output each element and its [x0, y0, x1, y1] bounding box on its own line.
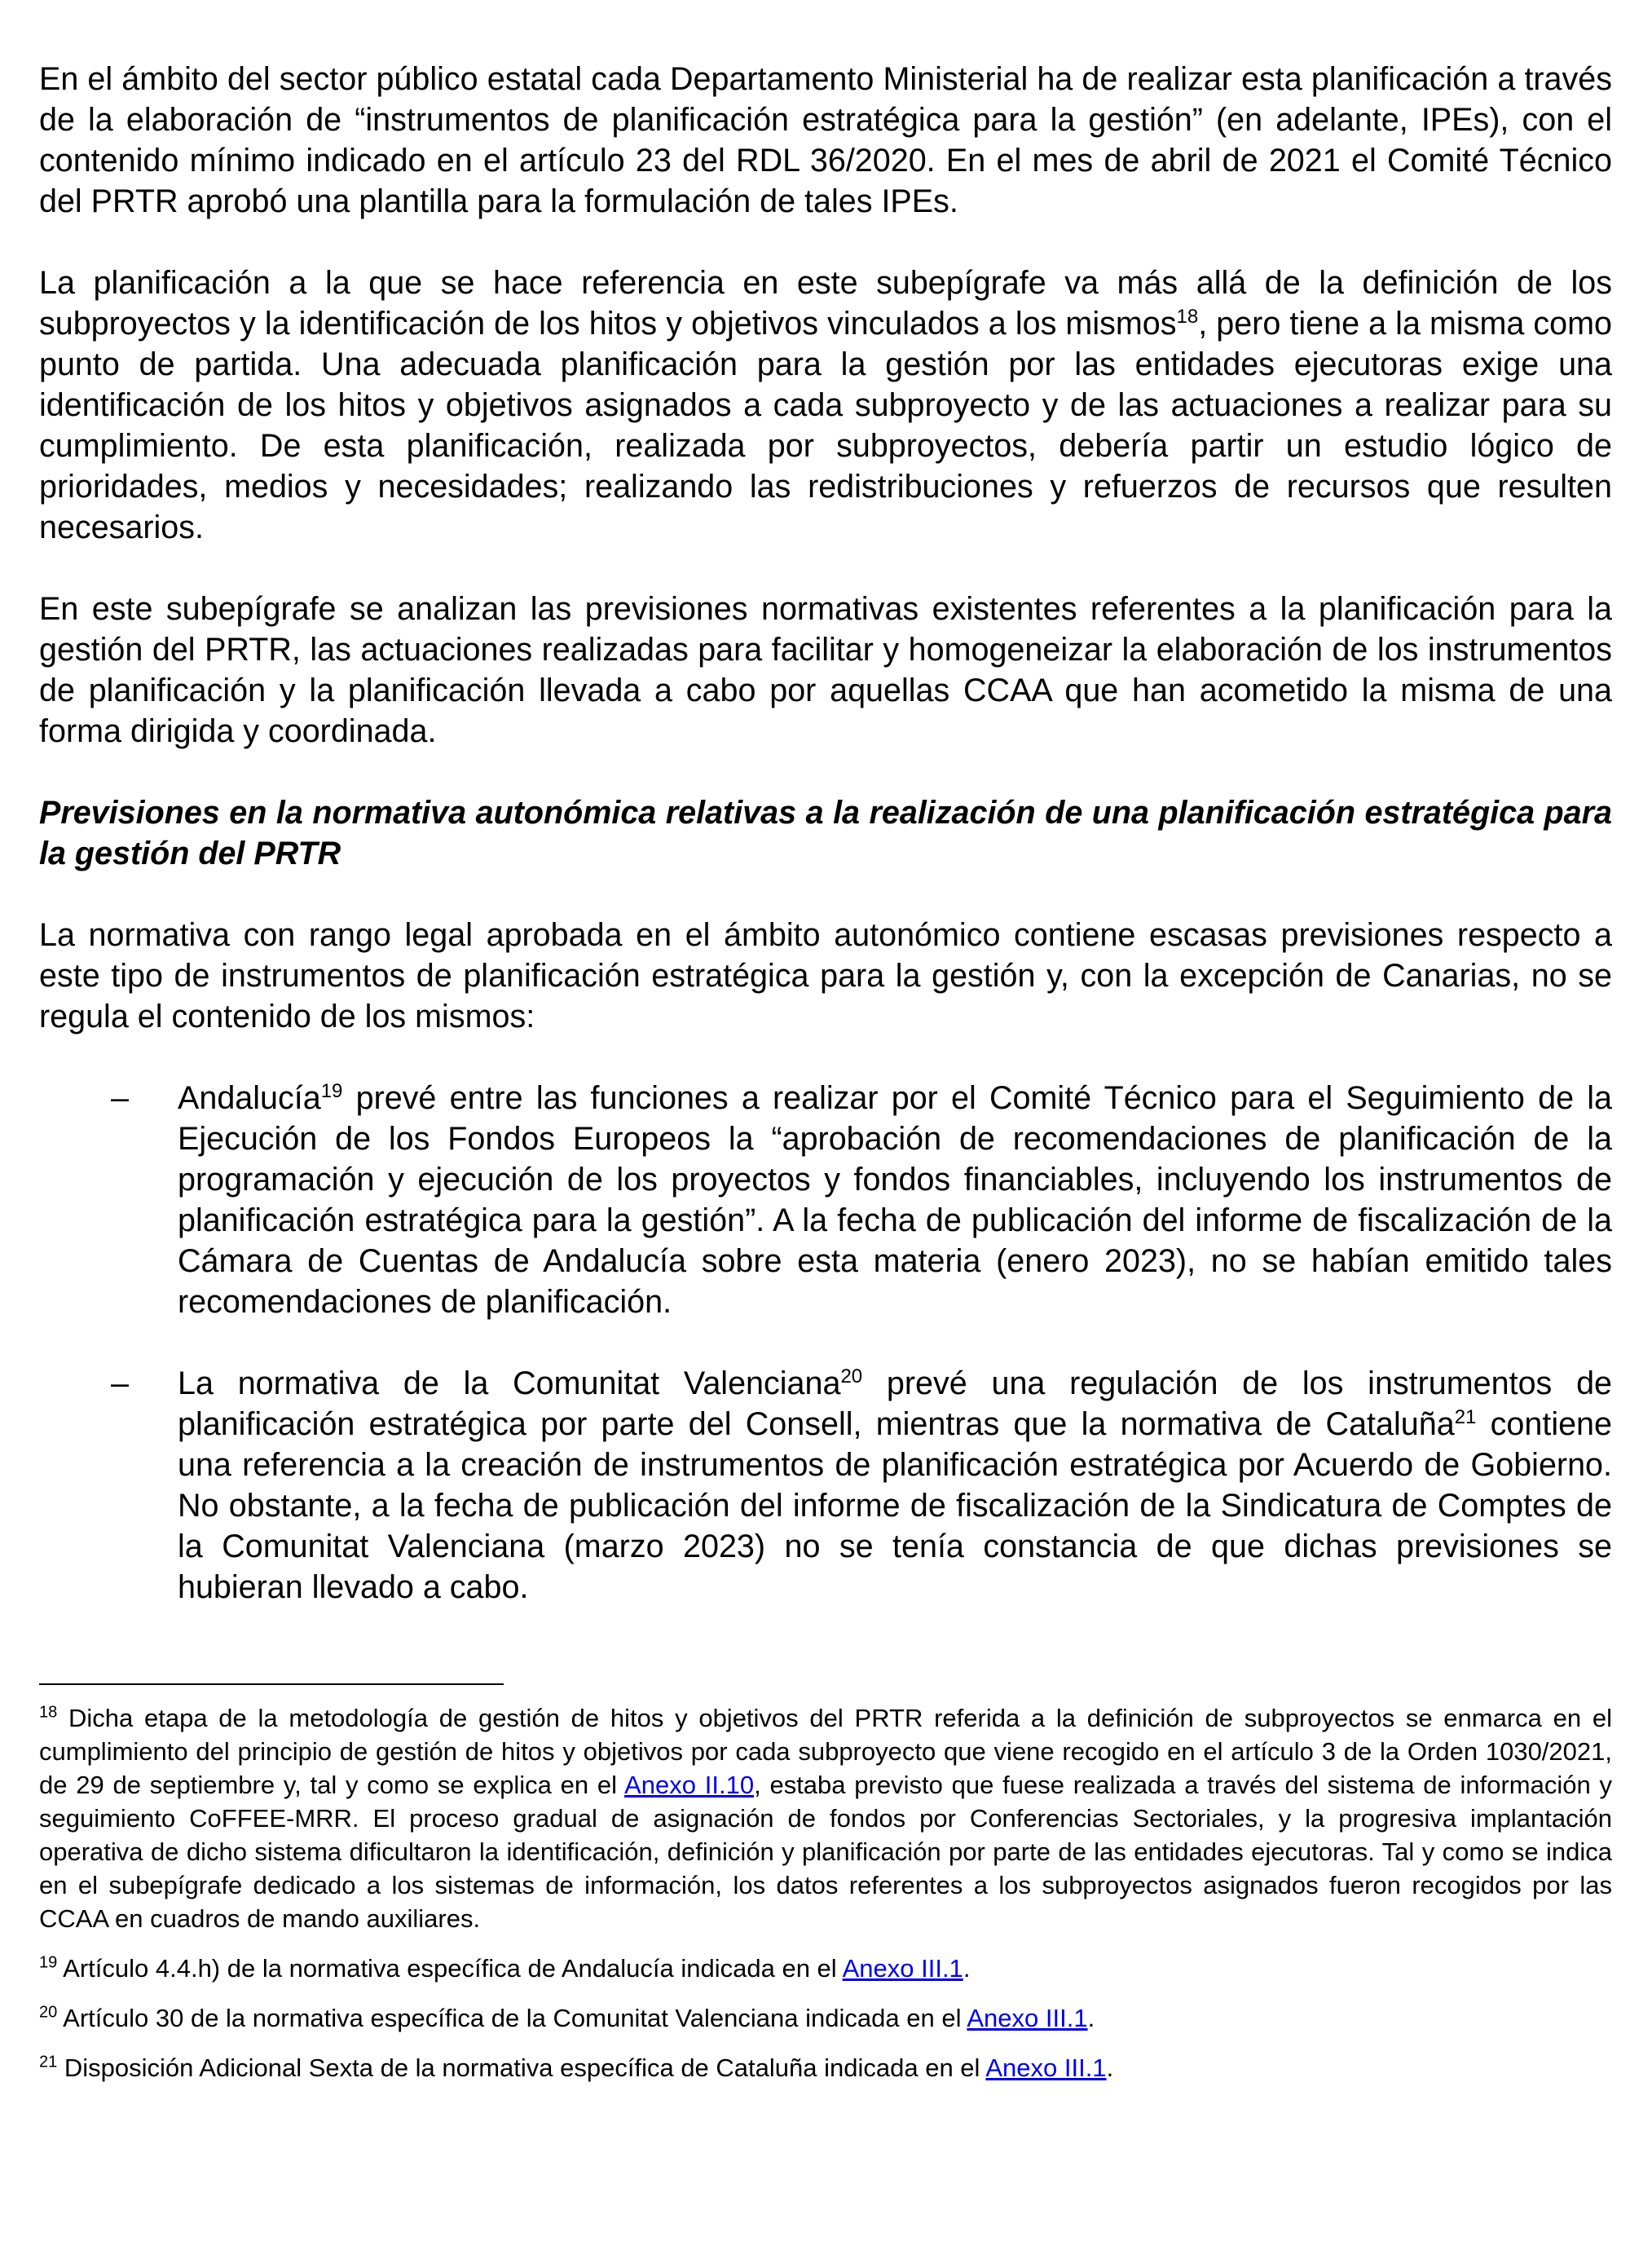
footnotes-section: [39, 1683, 1612, 2101]
footnote-text: Disposición Adicional Sexta de la normativa específica de Cataluña indicada en el: [57, 2053, 986, 2082]
list-dash-marker: –: [111, 1365, 129, 1401]
list-item-lead: La normativa de la Comunitat Valenciana: [178, 1365, 841, 1401]
footnote-21: [39, 2051, 1612, 2084]
footnote-number: 20: [39, 2003, 58, 2022]
footnote-18: [39, 1701, 1612, 1935]
paragraph-planificacion: [39, 262, 1612, 548]
list-item-andalucia: [39, 1078, 1612, 1322]
footnote-ref-20[interactable]: 20: [840, 1365, 863, 1387]
list-item-lead: Andalucía: [178, 1080, 321, 1116]
annex-link[interactable]: Anexo III.1: [985, 2053, 1107, 2082]
footnote-20: [39, 2001, 1612, 2035]
list-item-text: [178, 1363, 1612, 1608]
list-item-body: prevé entre las funciones a realizar por el Comité Técnico para el Seguimiento de la Ejecución de los Fondos Europeos la “aprobación de recomendaciones de planificación de la programación y ejecución de los proyectos y fondos financiables, incluyendo los instrumentos de planificación estratégica para la gestión”. A la fecha de publicación del informe de fiscalización de la Cámara de Cuentas de Andalucía sobre esta materia (enero 2023), no se habían emitido tales recomendaciones de planificación.: [178, 1080, 1612, 1320]
list-item-text: [178, 1078, 1612, 1322]
paragraph-ipes: En el ámbito del sector público estatal cada Departamento Ministerial ha de realizar esta planificación a través de la elaboración de “instrumentos de planificación estratégica para la gestión” (en adelante, IPEs), con el contenido mínimo indicado en el artículo 23 del RDL 36/2020. En el mes de abril de 2021 el Comité Técnico del PRTR aprobó una plantilla para la formulación de tales IPEs.: [39, 61, 1612, 219]
list-item-body: prevé una regulación de los instrumentos de planificación estratégica por parte del Consell, mientras que la normativa de Cataluña: [178, 1365, 1612, 1442]
footnote-text: .: [963, 1954, 971, 1983]
list-item-body: contiene una referencia a la creación de instrumentos de planificación estratégica por Acuerdo de Gobierno. No obstante, a la fecha de publicación del informe de fiscalización de la Sindicatura de Comptes de la Comunitat Valenciana (marzo 2023) no se tenía constancia de que dichas previsiones se hubieran llevado a cabo.: [178, 1406, 1612, 1605]
paragraph-text: , pero tiene a la misma como punto de partida. Una adecuada planificación para la gestión por las entidades ejecutoras exige una identificación de los hitos y objetivos asignados a cada subproyecto y de las actuaciones a realizar para su cumplimiento. De esta planificación, realizada por subproyectos, debería partir un estudio lógico de prioridades, medios y necesidades; realizando las redistribuciones y refuerzos de recursos que resulten necesarios.: [39, 306, 1612, 545]
list-dash-marker: –: [111, 1080, 129, 1116]
footnote-separator: [39, 1683, 504, 1685]
footnote-text: .: [1106, 2053, 1114, 2082]
footnote-ref-18[interactable]: 18: [1176, 305, 1199, 328]
footnote-text: .: [1087, 2004, 1095, 2032]
footnote-text: Artículo 30 de la normativa específica de la Comunitat Valenciana indicada en el: [57, 2004, 967, 2032]
footnote-text: Artículo 4.4.h) de la normativa específica de Andalucía indicada en el: [57, 1954, 843, 1983]
paragraph-subepigrafe: En este subepígrafe se analizan las previsiones normativas existentes referentes a la planificación para la gestión del PRTR, las actuaciones realizadas para facilitar y homogeneizar la elaboración de los instrumentos de planificación y la planificación llevada a cabo por aquellas CCAA que han acometido la misma de una forma dirigida y coordinada.: [39, 591, 1612, 749]
footnote-ref-19[interactable]: 19: [320, 1079, 343, 1102]
footnote-number: 21: [39, 2053, 58, 2071]
footnote-text: , estaba previsto que fuese realizada a través del sistema de información y seguimiento CoFFEE-MRR. El proceso gradual de asignación de fondos por Conferencias Sectoriales, y la progresiva implantación operativa de dicho sistema dificultaron la identificación, definición y planificación por parte de las entidades ejecutoras. Tal y como se indica en el subepígrafe dedicado a los sistemas de información, los datos referentes a los subproyectos asignados fueron recogidos por las CCAA en cuadros de mando auxiliares.: [39, 1771, 1612, 1933]
paragraph-normativa: La normativa con rango legal aprobada en el ámbito autonómico contiene escasas previsiones respecto a este tipo de instrumentos de planificación estratégica para la gestión y, con la excepción de Canarias, no se regula el contenido de los mismos:: [39, 917, 1612, 1034]
annex-link[interactable]: Anexo II.10: [624, 1771, 755, 1799]
section-heading: Previsiones en la normativa autonómica relativas a la realización de una planificación estratégica para la gestión del PRTR: [39, 795, 1612, 871]
paragraph-text: La planificación a la que se hace referencia en este subepígrafe va más allá de la definición de los subproyectos y la identificación de los hitos y objetivos vinculados a los mismos: [39, 265, 1612, 342]
annex-link[interactable]: Anexo III.1: [842, 1954, 963, 1983]
footnote-text: Dicha etapa de la metodología de gestión de hitos y objetivos del PRTR referida a la definición de subproyectos se enmarca en el cumplimiento del principio de gestión de hitos y objetivos por cada subproyecto que viene recogido en el artículo 3 de la Orden 1030/2021, de 29 de septiembre y, tal y como se explica en el: [39, 1704, 1612, 1799]
document-body: [39, 59, 1612, 1648]
footnote-number: 18: [39, 1703, 58, 1722]
footnote-number: 19: [39, 1953, 58, 1972]
annex-link[interactable]: Anexo III.1: [967, 2004, 1088, 2032]
footnote-19: [39, 1952, 1612, 1985]
list-item-valenciana: [39, 1363, 1612, 1608]
footnote-ref-21[interactable]: 21: [1454, 1405, 1477, 1428]
